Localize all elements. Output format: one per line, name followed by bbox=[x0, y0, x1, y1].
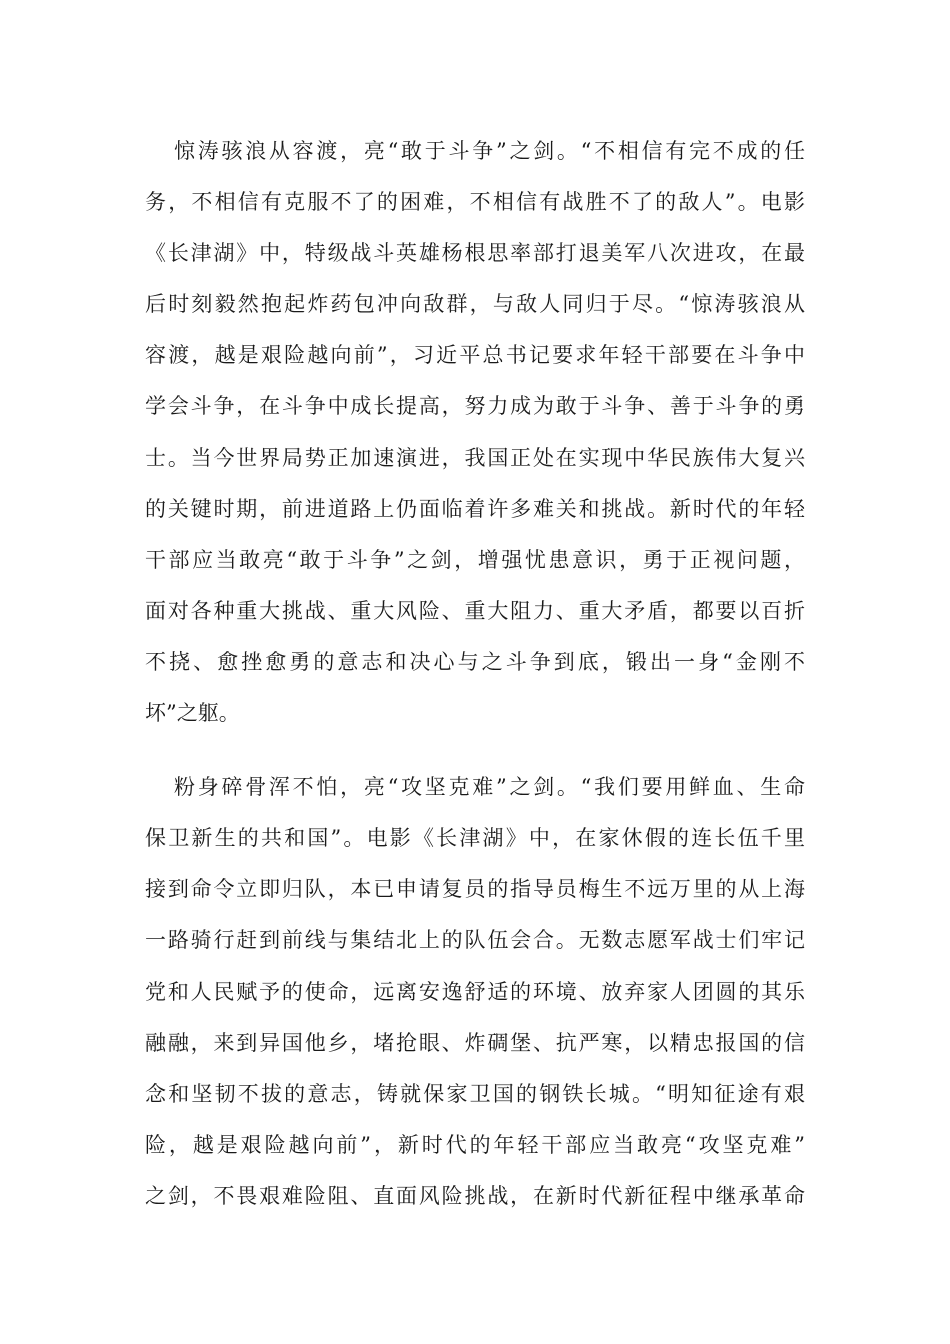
paragraph-line: 《长津湖》中，特级战斗英雄杨根思率部打退美军八次进攻，在最 bbox=[145, 241, 805, 266]
paragraph-line: 粉身碎骨浑不怕，亮“攻坚克难”之剑。“我们要用鲜血、生命 bbox=[174, 775, 805, 800]
paragraph-line: 务，不相信有克服不了的困难，不相信有战胜不了的敌人”。电影 bbox=[145, 190, 805, 215]
paragraph-line: 惊涛骇浪从容渡，亮“敢于斗争”之剑。“不相信有完不成的任 bbox=[174, 139, 805, 163]
paragraph-line: 保卫新生的共和国”。电影《长津湖》中，在家休假的连长伍千里 bbox=[145, 826, 805, 851]
paragraph-line: 之剑，不畏艰难险阻、直面风险挑战，在新时代新征程中继承革命 bbox=[145, 1183, 805, 1208]
paragraph-spacer bbox=[145, 739, 805, 762]
document-body bbox=[145, 126, 805, 1222]
paragraph-line: 干部应当敢亮“敢于斗争”之剑，增强忧患意识，勇于正视问题， bbox=[145, 547, 805, 572]
paragraph-line: 念和坚韧不拔的意志，铸就保家卫国的钢铁长城。“明知征途有艰 bbox=[145, 1081, 805, 1106]
paragraph-line: 的关键时期，前进道路上仍面临着许多难关和挑战。新时代的年轻 bbox=[145, 496, 805, 521]
paragraph-overcome-difficulties bbox=[145, 762, 805, 1222]
paragraph-line: 险，越是艰险越向前”，新时代的年轻干部应当敢亮“攻坚克难” bbox=[145, 1132, 805, 1157]
paragraph-line: 后时刻毅然抱起炸药包冲向敌群，与敌人同归于尽。“惊涛骇浪从 bbox=[145, 292, 805, 317]
paragraph-line: 接到命令立即归队，本已申请复员的指导员梅生不远万里的从上海 bbox=[145, 877, 805, 902]
paragraph-line: 一路骑行赶到前线与集结北上的队伍会合。无数志愿军战士们牢记 bbox=[145, 928, 805, 953]
paragraph-line: 不挠、愈挫愈勇的意志和决心与之斗争到底，锻出一身“金刚不 bbox=[145, 649, 805, 674]
paragraph-line: 容渡，越是艰险越向前”，习近平总书记要求年轻干部要在斗争中 bbox=[145, 343, 805, 368]
paragraph-line: 士。当今世界局势正加速演进，我国正处在实现中华民族伟大复兴 bbox=[145, 445, 805, 470]
paragraph-line: 融融，来到异国他乡，堵抢眼、炸碉堡、抗严寒，以精忠报国的信 bbox=[145, 1030, 805, 1055]
paragraph-line: 党和人民赋予的使命，远离安逸舒适的环境、放弃家人团圆的其乐 bbox=[145, 979, 805, 1004]
paragraph-dare-to-struggle bbox=[145, 126, 805, 739]
paragraph-line: 面对各种重大挑战、重大风险、重大阻力、重大矛盾，都要以百折 bbox=[145, 598, 805, 623]
paragraph-line: 坏”之躯。 bbox=[145, 701, 240, 726]
paragraph-line: 学会斗争，在斗争中成长提高，努力成为敢于斗争、善于斗争的勇 bbox=[145, 394, 805, 419]
